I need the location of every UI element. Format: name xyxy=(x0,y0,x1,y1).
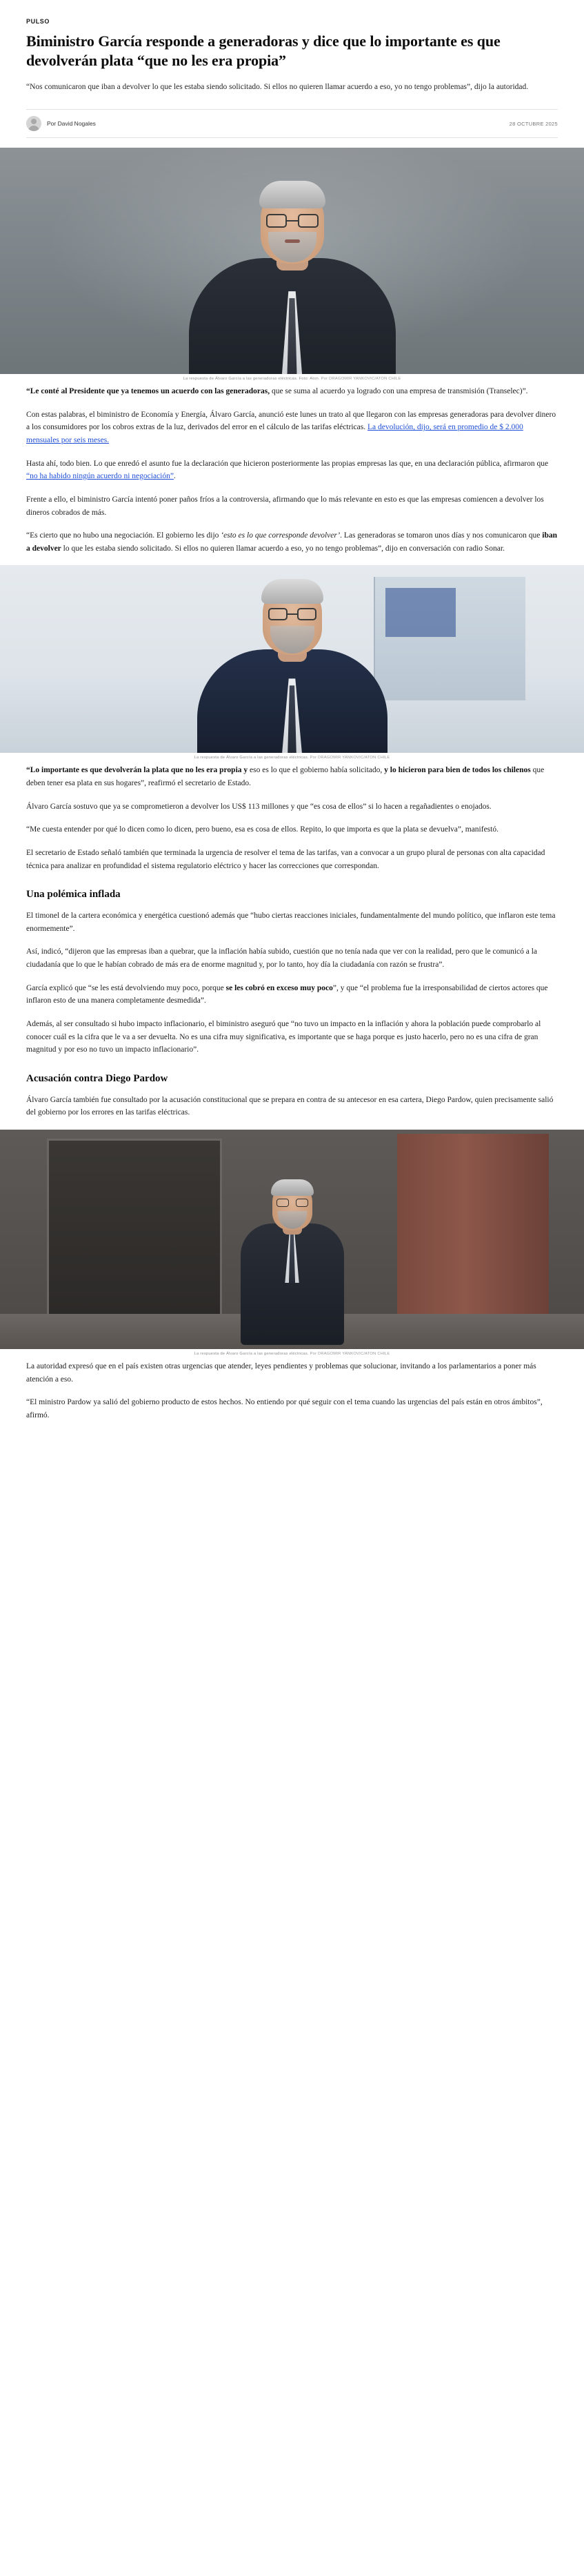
article-body-part-2 xyxy=(0,764,584,1119)
section-kicker[interactable]: PULSO xyxy=(26,18,50,25)
paragraph-5-c: lo que les estaba siendo solicitado. Si ellos no quieren llamar acuerdo a eso, yo no tengo problemas”, dijo en conversación con radio Sonar. xyxy=(61,544,505,553)
photo1-glasses-bridge xyxy=(287,220,298,222)
paragraph-6-bold: “Lo importante es que devolverán la plata que no les era propia y xyxy=(26,766,248,775)
link-devolucion-promedio[interactable]: La devolución, dijo, será en promedio de $ 2.000 mensuales por seis meses. xyxy=(26,423,523,444)
article-body-part-3 xyxy=(0,1360,584,1422)
photo3-curtain xyxy=(397,1134,549,1336)
photo3-doorway xyxy=(47,1139,222,1327)
article-container xyxy=(0,18,584,138)
article-photo-1 xyxy=(0,148,584,374)
paragraph-4: Frente a ello, el biministro García intentó poner paños fríos a la controversia, afirmando que lo más relevante en esto es que las empresas comiencen a devolver los dineros cobrados de más. xyxy=(26,495,544,517)
paragraph-8: “Me cuesta entender por qué lo dicen como lo dicen, pero bueno, esa es cosa de ellos. Repito, lo que importa es que la plata se devuelva”, manifestó. xyxy=(26,825,499,834)
caption-text-1: La respuesta de Álvaro García a las generadoras eléctricas. Foto: Aton. xyxy=(183,377,320,382)
paragraph-15: La autoridad expresó que en el país existen otras urgencias que atender, leyes pendientes y problemas que solucionar, invitando a los parlamentarios a poner más atención a eso. xyxy=(26,1362,536,1384)
byline-date: 28 OCTUBRE 2025 xyxy=(509,120,558,127)
article-page xyxy=(0,18,584,1452)
paragraph-9: El secretario de Estado señaló también que terminada la urgencia de resolver el tema de las tarifas, van a convocar a un grupo plural de personas con alta capacidad técnica para analizar en profundidad el sistema regulatorio eléctrico y hacer las correcciones que correspondan. xyxy=(26,848,545,870)
figure-pardow xyxy=(0,1130,584,1356)
paragraph-2-text: Con estas palabras, el biministro de Economía y Energía, Álvaro García, anunció este lunes un trato al que llegaron con las empresas generadoras para devolver dinero a los consumidores por los cobros extras de la luz, derivados del error en el cálculo de las tarifas eléctricas. xyxy=(26,410,556,432)
photo2-glasses-right xyxy=(297,608,316,620)
paragraph-7: Álvaro García sostuvo que ya se comprometieron a devolver los US$ 113 millones y que “es cosa de ellos” si lo hacen a regañadientes o enojados. xyxy=(26,802,492,811)
paragraph-5-b: . Las generadoras se tomaron unos días y nos comunicaron que xyxy=(340,531,543,540)
photo1-glasses-left xyxy=(266,214,287,228)
paragraph-5-italic: ‘esto es lo que corresponde devolver’ xyxy=(221,531,341,540)
photo1-glasses-right xyxy=(298,214,319,228)
paragraph-12-a: García explicó que “se les está devolviendo muy poco, porque xyxy=(26,983,226,992)
article-body-part-1 xyxy=(0,385,584,555)
paragraph-13: Además, al ser consultado si hubo impacto inflacionario, el biministro aseguró que “no tuvo un impacto en la inflación y ahora la población puede comprobarlo al conocer cuál es la cifra que le va a ser devuelta. No es una cifra muy significativa, es importante que se haga porque es justo hacerlo, pero no es una cifra de gran magnitud y por eso no tuvo un impacto inflacionario”. xyxy=(26,1019,541,1054)
paragraph-2 xyxy=(26,409,558,447)
figure-caption-1 xyxy=(0,374,584,381)
paragraph-1 xyxy=(26,385,558,398)
paragraph-16: “El ministro Pardow ya salió del gobierno producto de estos hechos. No entiendo por qué seguir con el tema cuando las urgencias del país están en otros ámbitos”, afirmó. xyxy=(26,1398,543,1419)
photo1-mouth xyxy=(285,239,300,243)
article-photo-3 xyxy=(0,1130,584,1349)
article-standfirst: “Nos comunicaron que iban a devolver lo que les estaba siendo solicitado. Si ellos no quieren llamar acuerdo a eso, yo no tengo problemas”, dijo la autoridad. xyxy=(26,83,529,92)
paragraph-1-rest: que se suma al acuerdo ya logrado con una empresa de transmisión (Transelec)”. xyxy=(270,387,528,396)
paragraph-6-rest-2: que deben tener esa plata en sus hogares”, reafirmó el secretario de Estado. xyxy=(26,766,545,787)
photo3-glasses-left xyxy=(276,1199,289,1207)
paragraph-3-end: . xyxy=(173,472,176,481)
link-sin-acuerdo[interactable]: “no ha habido ningún acuerdo ni negociación” xyxy=(26,472,174,481)
figure-caption-3 xyxy=(0,1349,584,1356)
caption-text-2: La respuesta de Álvaro García a las generadoras eléctricas. xyxy=(194,756,309,760)
paragraph-1-bold: “Le conté al Presidente que ya tenemos un acuerdo con las generadoras, xyxy=(26,387,270,396)
photo2-glasses-bridge xyxy=(288,613,297,615)
page-title: Biministro García responde a generadoras y dice que lo importante es que devolverán plata “que no les era propia” xyxy=(26,32,501,70)
paragraph-6-bold-2: y lo hicieron para bien de todos los chilenos xyxy=(384,766,531,775)
paragraph-12-b: ”, y que “el problema fue la irresponsabilidad de ciertos actores que inflaron esto de una manera completamente desmedida”. xyxy=(26,983,548,1005)
photo1-hair xyxy=(259,181,325,208)
photo2-hair xyxy=(261,579,323,604)
paragraph-12 xyxy=(26,982,558,1007)
paragraph-14: Álvaro García también fue consultado por la acusación constitucional que se prepara en contra de su antecesor en esa cartera, Diego Pardow, quien precisamente salió del gobierno por los errores en las tarifas eléctricas. xyxy=(26,1095,554,1117)
caption-credit-3: Por DRAGOMIR YANKOVIC/ATON CHILE xyxy=(310,1352,390,1356)
caption-credit-1: Por DRAGOMIR YANKOVIC/ATON CHILE xyxy=(321,377,401,382)
figure-garcia-1 xyxy=(0,148,584,381)
figure-caption-2 xyxy=(0,753,584,760)
figure-garcia-2 xyxy=(0,565,584,760)
photo3-glasses-right xyxy=(296,1199,308,1207)
paragraph-5-bold: iban a devolver xyxy=(26,531,557,553)
paragraph-6-rest: eso es lo que el gobierno había solicitado, xyxy=(248,766,385,775)
photo3-hair xyxy=(271,1179,314,1196)
byline-author[interactable]: Por David Nogales xyxy=(47,120,96,128)
user-avatar-icon xyxy=(26,116,41,131)
photo2-glasses-left xyxy=(268,608,288,620)
byline-author-group xyxy=(26,116,96,131)
paragraph-11: Así, indicó, “dijeron que las empresas iban a quebrar, que la inflación había subido, cuestión que no tenía nada que ver con la realidad, pero que le comunicó a la ciudadanía que lo que le habían cobrado de más era de enorme magnitud y, por lo tanto, hoy día la ciudadanía con razón se frustra”. xyxy=(26,947,538,969)
paragraph-10: El timonel de la cartera económica y energética cuestionó además que “hubo ciertas reacciones iniciales, fundamentalmente del mundo político, que inflaron este tema enormemente”. xyxy=(26,912,556,933)
paragraph-12-bold: se les cobró en exceso muy poco xyxy=(225,983,333,992)
subheading-acusacion: Acusación contra Diego Pardow xyxy=(26,1072,168,1084)
paragraph-6 xyxy=(26,764,558,789)
paragraph-5-a: “Es cierto que no hubo una negociación. El gobierno les dijo xyxy=(26,531,221,540)
paragraph-3 xyxy=(26,458,558,483)
photo2-flag xyxy=(385,588,456,637)
caption-credit-2: Por DRAGOMIR YANKOVIC/ATON CHILE xyxy=(310,756,390,760)
paragraph-3-text: Hasta ahí, todo bien. Lo que enredó el asunto fue la declaración que hicieron posteriormente las propias empresas las que, en una declaración pública, afirmaron que xyxy=(26,459,549,468)
subheading-polemica: Una polémica inflada xyxy=(26,889,121,901)
caption-text-3: La respuesta de Álvaro García a las generadoras eléctricas. xyxy=(194,1352,309,1356)
paragraph-5 xyxy=(26,529,558,555)
byline xyxy=(26,109,558,138)
article-photo-2 xyxy=(0,565,584,753)
